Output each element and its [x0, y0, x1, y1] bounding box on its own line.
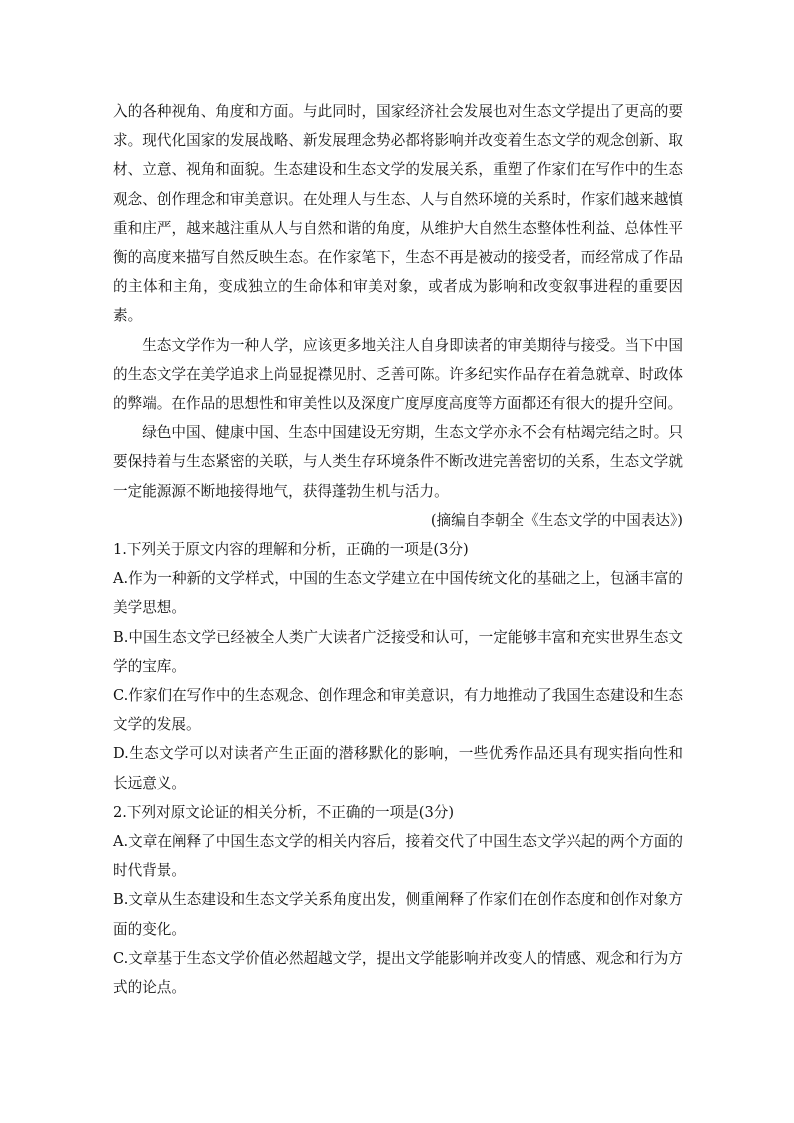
- question-2: [113, 798, 683, 1002]
- question-2-stem: 2.下列对原文论证的相关分析，不正确的一项是(3分): [113, 803, 455, 821]
- body-paragraph-1: 入的各种视角、角度和方面。与此同时，国家经济社会发展也对生态文学提出了更高的要求。现代化国家的发展战略、新发展理念势必都将影响并改变着生态文学的观念创新、取材、立意、视角和面貌。生态建设和生态文学的发展关系，重塑了作家们在写作中的生态观念、创作理念和审美意识。在处理人与生态、人与自然环境的关系时，作家们越来越慎重和庄严，越来越注重从人与自然和谐的角度，从维护大自然生态整体性利益、总体性平衡的高度来描写自然反映生态。在作家笔下，生态不再是被动的接受者，而经常成了作品的主体和主角，变成独立的生命体和审美对象，或者成为影响和改变叙事进程的重要因素。: [113, 103, 683, 325]
- question-1-option-d: D.生态文学可以对读者产生正面的潜移默化的影响，一些优秀作品还具有现实指向性和长远意义。: [113, 745, 683, 792]
- document-page: [113, 97, 683, 1002]
- question-1-stem: 1.下列关于原文内容的理解和分析，正确的一项是(3分): [113, 541, 469, 559]
- body-paragraph-3: 绿色中国、健康中国、生态中国建设无穷期，生态文学亦永不会有枯竭完结之时。只要保持着与生态紧密的关联，与人类生存环境条件不断改进完善密切的关系，生态文学就一定能源源不断地接得地气，获得蓬勃生机与活力。: [113, 424, 683, 500]
- question-1-option-b: B.中国生态文学已经被全人类广大读者广泛接受和认可，一定能够丰富和充实世界生态文学的宝库。: [113, 628, 683, 675]
- question-1: [113, 535, 683, 798]
- question-2-option-a: A.文章在阐释了中国生态文学的相关内容后，接着交代了中国生态文学兴起的两个方面的时代背景。: [113, 833, 683, 880]
- question-2-option-c: C.文章基于生态文学价值必然超越文学，提出文学能影响并改变人的情感、观念和行为方式的论点。: [113, 949, 683, 997]
- question-1-option-c: C.作家们在写作中的生态观念、创作理念和审美意识，有力地推动了我国生态建设和生态文学的发展。: [113, 687, 683, 734]
- body-paragraph-2: 生态文学作为一种人学，应该更多地关注人自身即读者的审美期待与接受。当下中国的生态文学在美学追求上尚显捉襟见肘、乏善可陈。许多纪实作品存在着急就章、时政体的弊端。在作品的思想性和审美性以及深度广度厚度高度等方面都还有很大的提升空间。: [113, 336, 683, 413]
- source-citation: (摘编自李朝全《生态文学的中国表达》): [430, 511, 683, 529]
- question-2-option-b: B.文章从生态建设和生态文学关系角度出发，侧重阐释了作家们在创作态度和创作对象方面的变化。: [113, 891, 683, 938]
- question-1-option-a: A.作为一种新的文学样式，中国的生态文学建立在中国传统文化的基础之上，包涵丰富的美学思想。: [113, 570, 683, 617]
